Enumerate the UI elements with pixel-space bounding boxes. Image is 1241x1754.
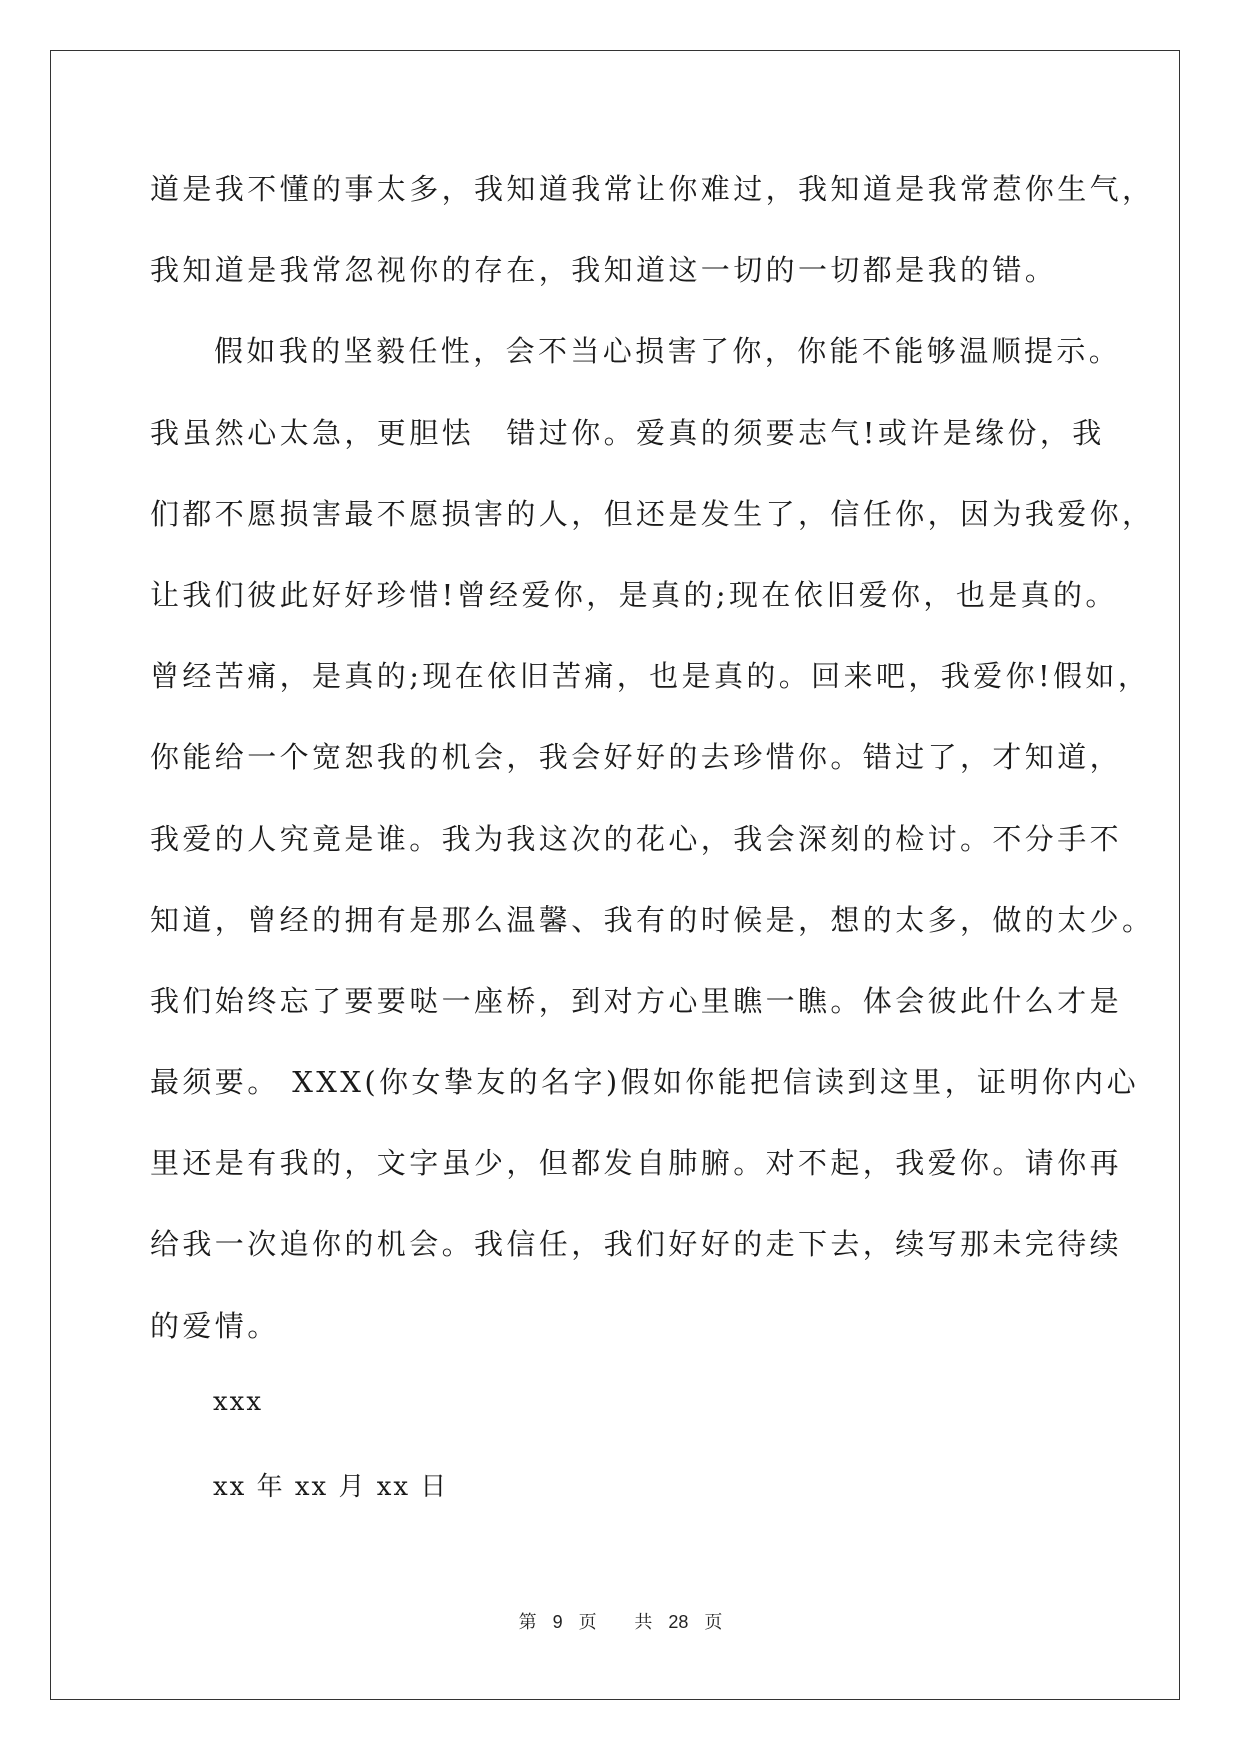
text-line: 让我们彼此好好珍惜!曾经爱你，是真的;现在依旧爱你，也是真的。: [150, 577, 1118, 612]
total-label-suffix: 页: [704, 1612, 723, 1633]
signature: xxx: [213, 1387, 263, 1417]
text-line: 知道，曾经的拥有是那么温馨、我有的时候是，想的太多，做的太少。: [150, 902, 1155, 937]
text-line: 我们始终忘了要要哒一座桥，到对方心里瞧一瞧。体会彼此什么才是: [150, 983, 1123, 1018]
total-label-prefix: 共: [634, 1612, 653, 1633]
page-label-prefix: 第: [518, 1612, 537, 1633]
text-line: 们都不愿损害最不愿损害的人，但还是发生了，信任你，因为我爱你，: [150, 496, 1155, 531]
text-line: 给我一次追你的机会。我信任，我们好好的走下去，续写那未完待续: [150, 1227, 1123, 1262]
page-number: 9: [552, 1612, 563, 1632]
text-line: 我虽然心太急，更胆怯 错过你。爱真的须要志气!或许是缘份，我: [150, 415, 1105, 450]
paragraph-start-line: 假如我的坚毅任性，会不当心损害了你，你能不能够温顺提示。: [214, 334, 1122, 369]
text-line: 最须要。 XXX(你女挚友的名字)假如你能把信读到这里，证明你内心: [150, 1065, 1139, 1100]
text-line: 里还是有我的，文字虽少，但都发自肺腑。对不起，我爱你。请你再: [150, 1146, 1123, 1181]
letter-body: [150, 168, 1155, 1386]
text-line: 我爱的人究竟是谁。我为我这次的花心，我会深刻的检讨。不分手不: [150, 821, 1123, 856]
total-pages-indicator: [626, 1612, 730, 1633]
page-footer: [0, 1608, 1241, 1634]
total-pages: 28: [668, 1612, 689, 1632]
page-indicator: [511, 1612, 605, 1633]
text-line: 的爱情。: [150, 1308, 280, 1343]
letter-date: xx 年 xx 月 xx 日: [213, 1472, 449, 1502]
text-line: 我知道是我常忽视你的存在，我知道这一切的一切都是我的错。: [150, 253, 1058, 288]
text-line: 曾经苦痛，是真的;现在依旧苦痛，也是真的。回来吧，我爱你!假如，: [150, 659, 1151, 694]
text-line: 你能给一个宽恕我的机会，我会好好的去珍惜你。错过了，才知道，: [150, 740, 1123, 775]
page-label-suffix: 页: [578, 1612, 597, 1633]
text-line: 道是我不懂的事太多，我知道我常让你难过，我知道是我常惹你生气，: [150, 172, 1155, 206]
